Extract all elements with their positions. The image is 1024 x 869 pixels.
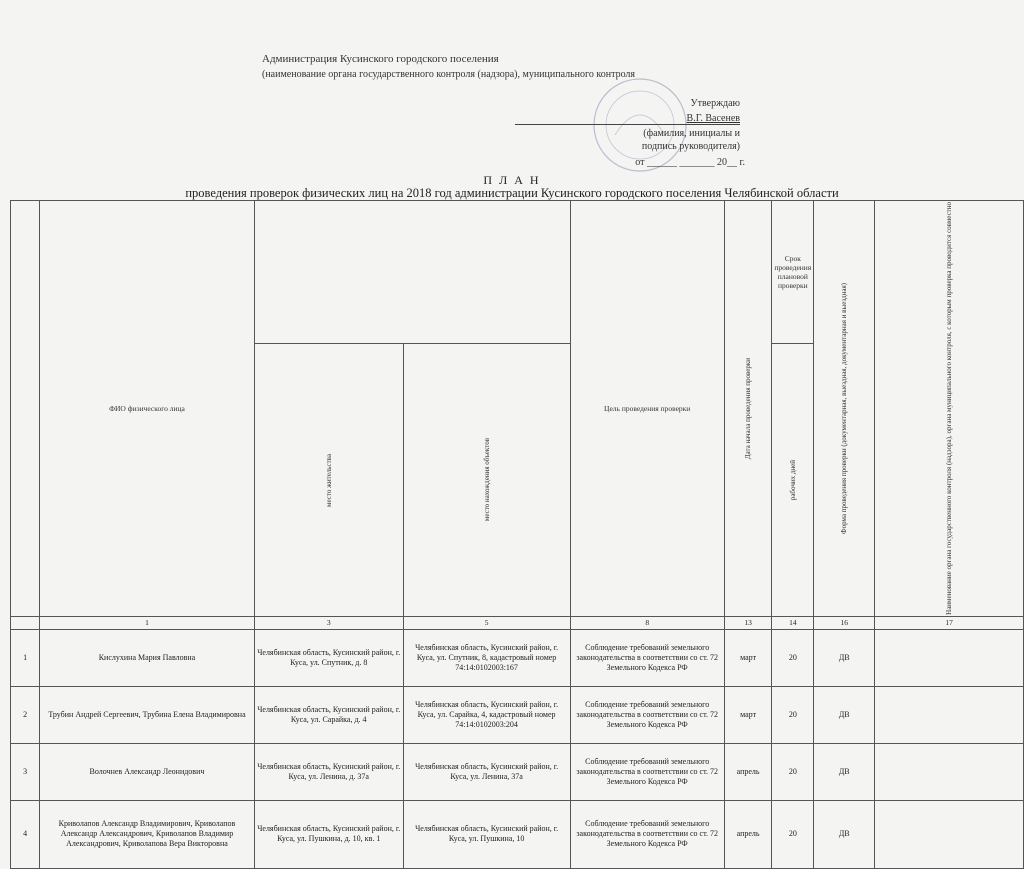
row-purpose: Соблюдение требований земельного законодательства в соответствии со ст. 72 Земельного Кодекса РФ	[570, 686, 724, 743]
plan-subtitle: проведения проверок физических лиц на 2018 год администрации Кусинского городского поселения Челябинской области	[185, 186, 839, 200]
table-row	[11, 629, 1024, 686]
approval-title: Утверждаю	[690, 98, 740, 109]
header-residence-text: место жительства	[324, 453, 333, 507]
row-agency	[875, 800, 1024, 868]
row-purpose: Соблюдение требований земельного законодательства в соответствии со ст. 72 Земельного Кодекса РФ	[570, 743, 724, 800]
row-form: ДВ	[814, 800, 875, 868]
header-form	[814, 201, 875, 617]
header-address-group	[254, 201, 570, 344]
header-residence	[254, 344, 403, 617]
row-residence: Челябинская область, Кусинский район, г. Куса, ул. Сарайка, д. 4	[254, 686, 403, 743]
column-number: 5	[403, 616, 570, 629]
row-days: 20	[772, 686, 814, 743]
header-work-days	[772, 344, 814, 617]
column-number: 17	[875, 616, 1024, 629]
row-form: ДВ	[814, 686, 875, 743]
header-work-days-text: рабочих дней	[788, 459, 797, 501]
row-object: Челябинская область, Кусинский район, г. Куса, ул. Спутник, 8, кадастровый номер 74:14:0102003:167	[403, 629, 570, 686]
row-form: ДВ	[814, 743, 875, 800]
header-agency	[875, 201, 1024, 617]
header-object	[403, 344, 570, 617]
organization-subtitle: (наименование органа государственного контроля (надзора), муниципального контроля	[262, 69, 636, 80]
row-days: 20	[772, 800, 814, 868]
header-row-number	[11, 201, 40, 617]
approver-caption-2: подпись руководителя)	[641, 141, 740, 152]
row-start: март	[724, 629, 772, 686]
row-fio: Кислухина Мария Павловна	[40, 629, 255, 686]
approval-date: от ______ _______ 20__ г.	[635, 157, 745, 168]
column-number: 16	[814, 616, 875, 629]
approver-name: В.Г. Васенев	[686, 113, 740, 124]
plan-title: П Л А Н	[483, 173, 541, 187]
header-object-text: место нахождения объектов	[482, 438, 491, 522]
header-agency-text: Наименование органа государственного контроля (надзора), органа муниципального контроля, с которым проверка проводится совместно	[945, 202, 954, 615]
column-number-blank	[11, 616, 40, 629]
column-number: 13	[724, 616, 772, 629]
row-purpose: Соблюдение требований земельного законодательства в соответствии со ст. 72 Земельного Кодекса РФ	[570, 629, 724, 686]
inspection-plan-table	[10, 200, 1024, 869]
row-object: Челябинская область, Кусинский район, г. Куса, ул. Сарайка, 4, кадастровый номер 74:14:0102003:204	[403, 686, 570, 743]
table-row	[11, 800, 1024, 868]
row-form: ДВ	[814, 629, 875, 686]
header-fio: ФИО физического лица	[40, 201, 255, 617]
row-purpose: Соблюдение требований земельного законодательства в соответствии со ст. 72 Земельного Кодекса РФ	[570, 800, 724, 868]
row-start: апрель	[724, 743, 772, 800]
header-form-text: Форма проведения проверки (документарная, выездная, документарная и выездная)	[840, 282, 849, 534]
row-fio: Трубин Андрей Сергеевич, Трубина Елена Владимировна	[40, 686, 255, 743]
header-start-date	[724, 201, 772, 617]
column-number: 3	[254, 616, 403, 629]
row-agency	[875, 686, 1024, 743]
organization-name: Администрация Кусинского городского поселения	[262, 53, 499, 65]
column-number: 1	[40, 616, 255, 629]
header-start-date-text: Дата начала проведения проверки	[744, 357, 753, 460]
row-residence: Челябинская область, Кусинский район, г. Куса, ул. Пушкина, д. 10, кв. 1	[254, 800, 403, 868]
table-row	[11, 686, 1024, 743]
row-start: апрель	[724, 800, 772, 868]
row-residence: Челябинская область, Кусинский район, г. Куса, ул. Спутник, д. 8	[254, 629, 403, 686]
row-start: март	[724, 686, 772, 743]
header-duration-group: Срок проведения плановой проверки	[772, 201, 814, 344]
row-number: 4	[11, 800, 40, 868]
row-number: 3	[11, 743, 40, 800]
row-object: Челябинская область, Кусинский район, г. Куса, ул. Ленина, 37а	[403, 743, 570, 800]
header-purpose: Цель проведения проверки	[570, 201, 724, 617]
row-agency	[875, 629, 1024, 686]
table-row	[11, 743, 1024, 800]
row-object: Челябинская область, Кусинский район, г. Куса, ул. Пушкина, 10	[403, 800, 570, 868]
row-number: 1	[11, 629, 40, 686]
row-days: 20	[772, 629, 814, 686]
column-number: 14	[772, 616, 814, 629]
row-fio: Волочнев Александр Леонидович	[40, 743, 255, 800]
row-agency	[875, 743, 1024, 800]
row-fio: Криволапов Александр Владимирович, Криволапов Александр Александрович, Криволапов Владимир Александрович, Криволапова Вера Викторовна	[40, 800, 255, 868]
approver-caption-1: (фамилия, инициалы и	[643, 128, 740, 139]
row-number: 2	[11, 686, 40, 743]
row-residence: Челябинская область, Кусинский район, г. Куса, ул. Ленина, д. 37а	[254, 743, 403, 800]
row-days: 20	[772, 743, 814, 800]
column-number: 8	[570, 616, 724, 629]
